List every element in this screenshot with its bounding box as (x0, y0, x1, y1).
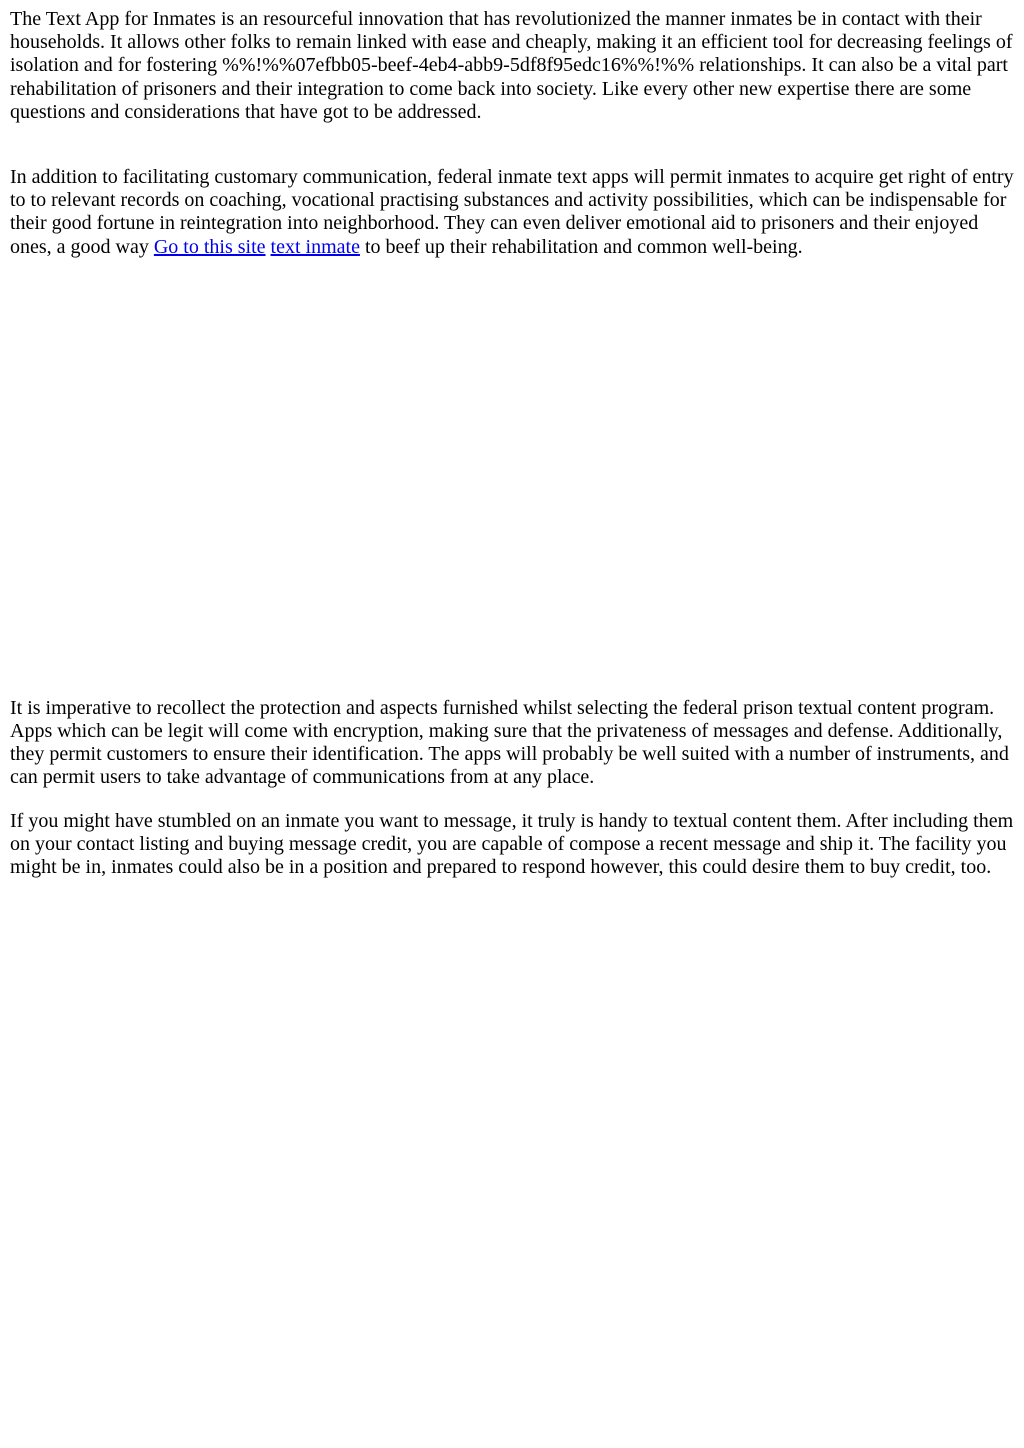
paragraph-communication (10, 166, 1016, 259)
paragraph-intro: The Text App for Inmates is an resourceful innovation that has revolutionized the manner inmates be in contact with their households. It allows other folks to remain linked with ease and cheaply, making it an efficient tool for decreasing feelings of isolation and for fostering %%!%%07efbb05-beef-4eb4-abb9-5df8f95edc16%%!%% relationships. It can also be a vital part rehabilitation of prisoners and their integration to come back into society. Like every other new expertise there are some questions and considerations that have got to be addressed. (10, 8, 1013, 123)
paragraph-messaging: If you might have stumbled on an inmate you want to message, it truly is handy to textual content them. After including them on your contact listing and buying message credit, you are capable of compose a recent message and ship it. The facility you might be in, inmates could also be in a position and prepared to respond however, this could desire them to buy credit, too. (10, 809, 1014, 879)
article-body (10, 8, 1016, 879)
paragraph-security: It is imperative to recollect the protection and aspects furnished whilst selecting the federal prison textual content program. Apps which can be legit will come with encryption, making sure that the privateness of messages and defense. Additionally, they permit customers to ensure their identification. The apps will probably be well suited with a number of instruments, and can permit users to take advantage of communications from at any place. (10, 696, 1009, 789)
paragraph-communication-text-end: to beef up their rehabilitation and common well-being. (359, 235, 803, 258)
paragraph-communication-text-start: In addition to facilitating customary communication, federal inmate text apps will permit inmates to acquire get right of entry to to relevant records on coaching, vocational practising substances and activity possibilities, which can be indispensable for their good fortune in reintegration into neighborhood. They can even deliver emotional aid to prisoners and their enjoyed ones, a good way (10, 166, 1014, 258)
text-inmate-link[interactable]: text inmate (270, 235, 360, 258)
go-to-this-site-link[interactable]: Go to this site (153, 235, 266, 258)
